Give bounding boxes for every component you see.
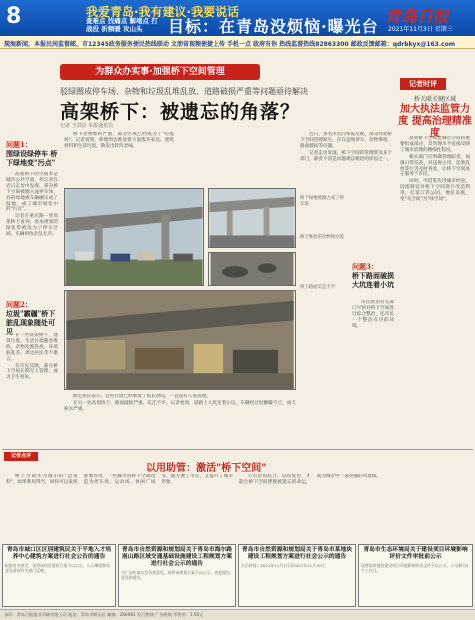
paragraph: 近日，多名市民向本报反映，部分高架桥下空间管理缺失，存在违规停车、杂物堆放、路面破损等问题。 — [300, 132, 392, 149]
paragraph: 市民希望有关部门尽快对桥下空间进行综合整治，还市民一个整洁有序的环境。 — [352, 300, 394, 329]
debris-image — [65, 291, 295, 389]
question-3-title: 桥下路面破损 大坑连着小坑 — [352, 271, 394, 289]
paragraph: 只有管用结合、以用促管，才能让桥下空间摆脱被遗忘的命运，成为城市中一道亮丽的风景线。 — [238, 474, 381, 485]
lower-tag: 记者点评 — [4, 452, 38, 461]
paragraph: 附近居民表示，这些垃圾已经堆放了很长时间，一直没有人来清理。 — [73, 394, 211, 399]
paragraph: 桥下空间作为城市的"边角料"，如果利用得当，同样可以发挥重要作用。一些城市将桥下空间改造为停车场、运动场、休闲广场等，既方便了市民，又提升了城市形象。 — [6, 474, 233, 485]
section-divider — [2, 449, 473, 450]
page-footer: 承印：青岛日报报业印刷有限公司 地址：青岛市崂山区 邮编：266061 发行热线 广告热线 零售价：1.50元 — [0, 609, 475, 620]
column-2-text-bottom — [64, 394, 296, 446]
photo-road-damage — [208, 252, 296, 286]
question-3-label: 问题3： — [352, 262, 378, 271]
column-1b-text — [6, 333, 58, 445]
column-title: 目标：在青岛没烦恼·曝光台 — [168, 17, 379, 36]
notice-title: 青岛市自然资源和规划局关于青岛市某地块建设工程规划方案进行社会公示的通告 — [241, 547, 353, 560]
notice-body: 根据有关规定，现将该项目建筑方案予以公示，公示期间如有意见请向有关部门反映。 — [5, 563, 111, 573]
sidebar-title: 加大执法监管力度 提高治理精准度 — [398, 104, 472, 139]
page-header-band — [0, 0, 475, 36]
public-notice-4 — [358, 544, 473, 607]
paragraph: 记者在重庆路一处高架桥下看到，原本规划的绿化带被改为了停车区域，车辆停放杂乱无序。 — [6, 214, 58, 238]
lower-headline: 以用助管：激活"桥下空间" — [146, 463, 267, 474]
question-1-label: 问题1： — [6, 140, 32, 149]
issue-date: 2021年11月3日 星期三 — [388, 26, 453, 33]
sidebar-kicker: 桥关联关键区域 — [413, 96, 456, 103]
column-3-text-bottom — [352, 300, 394, 445]
column-pledge: 查难点 找痛点 解堵点 打战役 祈频暖 攻山头 — [86, 17, 158, 33]
feature-headline: 高架桥下：被遗忘的角落？ — [60, 101, 301, 123]
feature-banner: 为群众办实事·加强桥下空间管理 — [60, 64, 260, 80]
photo-debris — [64, 290, 296, 390]
notice-body: 为广泛听取社会各界意见，现将该规划方案予以公示，欢迎提出意见和建议。 — [121, 570, 230, 580]
paragraph: 在另一处高架桥下，路面破损严重，坑洼不平。记者看到，道路上大坑连着小坑，车辆经过时颠簸不已，雨天积水严重。 — [64, 400, 296, 412]
paragraph: 高架桥下空间是城市空间的重要组成部分，其管理水平直接反映了城市治理的精细化程度。 — [400, 136, 470, 153]
lower-text — [6, 474, 466, 540]
photo-bridge-pillars — [208, 188, 296, 248]
column-2-text-top — [64, 132, 174, 182]
question-3-heading — [352, 262, 394, 289]
page-number: 8 — [6, 4, 22, 29]
paragraph: 在一些高架桥下，建筑垃圾、生活垃圾随意堆放，杂物乱堆乱放，环境脏乱差，周边居民苦不堪言。 — [6, 333, 58, 362]
bridge-pillars-image — [209, 189, 295, 247]
sidebar-tag: 记者时评 — [400, 78, 446, 90]
column-1-text — [6, 172, 58, 292]
question-2-label: 问题2： — [6, 300, 32, 309]
photo-bridge-parking — [64, 188, 204, 286]
road-damage-image — [209, 253, 295, 285]
notice-title: 青岛市生态环境局关于建设项目环境影响评价文件审批前公示 — [363, 547, 468, 560]
public-notice-2 — [118, 544, 236, 607]
public-notice-1 — [2, 544, 116, 607]
hotline-bar: 现海新闻，本报民间监督邮，市12345政务服务便民热线联动 文朋省视频便捷上传 手机一点 政府有你 热线监督热线82863300 邮政反馈邮箱：qdrbkyx@163.com — [0, 36, 475, 49]
paragraph: 记者走访发现，桥下空间的管理涉及多个部门，职责不清是问题难以根治的原因之一。 — [300, 150, 392, 162]
paragraph: 同时，可借鉴先进城市经验，因地制宜对桥下空间进行改造利用，打造口袋公园、便民设施，变"灰空间"为"绿空间"。 — [400, 179, 470, 203]
question-2-heading — [6, 300, 58, 336]
notice-body: 现将拟审批的建设项目环境影响评价文件予以公示，公示期为5个工作日。 — [361, 563, 469, 573]
photo-caption-3: 桥下路面坑洼不平 — [300, 285, 336, 290]
photo-caption-2: 桥下堆放的杂物和垃圾 — [300, 235, 344, 240]
feature-kicker: 驳绿圈成停车场、杂物和垃圾乱堆乱放、道路破损严重等问题亟待解决 — [60, 87, 308, 96]
paragraph: 相关部门应明确管理职责，加强日常巡查，对违规占用、乱堆乱放等行为及时查处，让桥下空间真正服务于市民。 — [400, 154, 470, 178]
column-slogan: 我爱青岛·我有建议·我要说话 — [86, 5, 240, 19]
column-3-text-top — [300, 132, 392, 192]
notice-body: 公示时间：2021年11月3日至2021年11月12日。 — [241, 563, 329, 568]
sidebar-text — [400, 136, 470, 446]
public-notice-3 — [238, 544, 356, 607]
question-1-heading — [6, 140, 58, 167]
bridge-parking-image — [65, 189, 203, 285]
notice-title: 青岛市自然资源和规划局关于青岛市海尔路南山路区域交通基础设施建设工程规划方案进行社会公示的通告 — [121, 547, 233, 567]
notice-title: 青岛市城口区区别建筑民关于平地入才培养中心建筑方案进行社会公告的通告 — [6, 547, 112, 560]
question-2-title: 垃圾"霸疆"桥下 脏乱现象随处可见 — [6, 309, 56, 336]
photo-caption-1: 桥下绿地被圈占成了停车场 — [300, 196, 344, 207]
feature-byline: 记者 王洪臣 本报通讯员 — [60, 123, 114, 129]
question-1-title: 围绿设绿停车 桥下绿地变"污点" — [6, 149, 58, 167]
newspaper-masthead: 青岛日报 — [385, 7, 450, 26]
paragraph: 高架桥下的空间本是城市公共空间，但记者在近日走访中发现，部分桥下空间被圈占成停车场，有的绿地被车辆碾压成了泥地，成了城市绿化中的"污点"。 — [6, 172, 58, 213]
paragraph: 桥下杂物堆积严重，部分区域已经成为了"垃圾场"。记者看到，桥墩周边堆放着大量废弃家具、建筑材料和生活垃圾，散发出阵阵异味。 — [64, 132, 174, 149]
paragraph: 有市民反映，部分桥下空间长期无人管理，成为卫生死角。 — [6, 363, 58, 381]
